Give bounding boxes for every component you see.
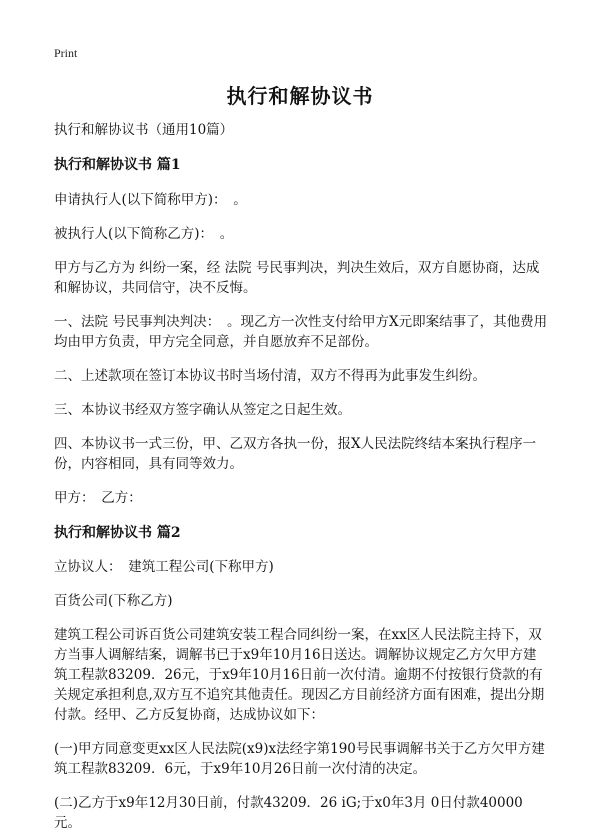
applicant-line: 申请执行人(以下简称甲方)： 。 [54,192,247,208]
section-heading-2: 执行和解协议书 篇2 [54,525,181,541]
paragraph-term-1: (一)甲方同意变更xx区人民法院(x9)x法经字第190号民事调解书关于乙方欠甲方建筑工程款83209．6元，于x9年10月26日前一次付清的决定。 [54,741,545,777]
paragraph-case-background: 建筑工程公司诉百货公司建筑安装工程合同纠纷一案，在xx区人民法院主持下，双方当事人调解结案，调解书已于x9年10月16日送达。调解协议规定乙方欠甲方建筑工程款83209．26元，于x9年10月16日前一次付清。逾期不付按银行贷款的有关规定承担利息,双方互不追究其他责任。现因乙方目前经济方面有困难，提出分期付款。经甲、乙方反复协商，达成协议如下： [54,627,545,723]
section-heading-1: 执行和解协议书 篇1 [54,157,181,173]
print-link[interactable]: Print [54,46,78,60]
signature-line: 甲方： 乙方： [54,490,142,506]
paragraph-clause-4: 四、本协议书一式三份，甲、乙双方各执一份，报X人民法院终结本案执行程序一份，内容相同，具有同等效力。 [54,436,537,472]
paragraph-clause-2: 二、上述款项在签订本协议书时当场付清，双方不得再为此事发生纠纷。 [54,368,486,384]
page-title: 执行和解协议书 [226,84,374,108]
respondent-line: 被执行人(以下简称乙方)： 。 [54,226,234,242]
paragraph-agreement-intro: 甲方与乙方为 纠纷一案，经 法院 号民事判决，判决生效后，双方自愿协商，达成和解协议，共同信守，决不反悔。 [54,260,540,296]
paragraph-clause-3: 三、本协议书经双方签字确认从签定之日起生效。 [54,402,351,418]
party-a-line: 立协议人： 建筑工程公司(下称甲方) [54,559,274,575]
document-body [54,120,549,833]
paragraph-term-2: (二)乙方于x9年12月30日前，付款43209．26 iG;于x0年3月 0日付款40000元。 [54,795,523,831]
document-subtitle: 执行和解协议书（通用10篇） [54,122,234,138]
party-b-line: 百货公司(下称乙方) [54,593,173,609]
paragraph-clause-1: 一、法院 号民事判决判决： 。现乙方一次性支付给甲方X元即案结事了，其他费用均由甲方负责，甲方完全同意，并自愿放弃不足部份。 [54,314,548,350]
